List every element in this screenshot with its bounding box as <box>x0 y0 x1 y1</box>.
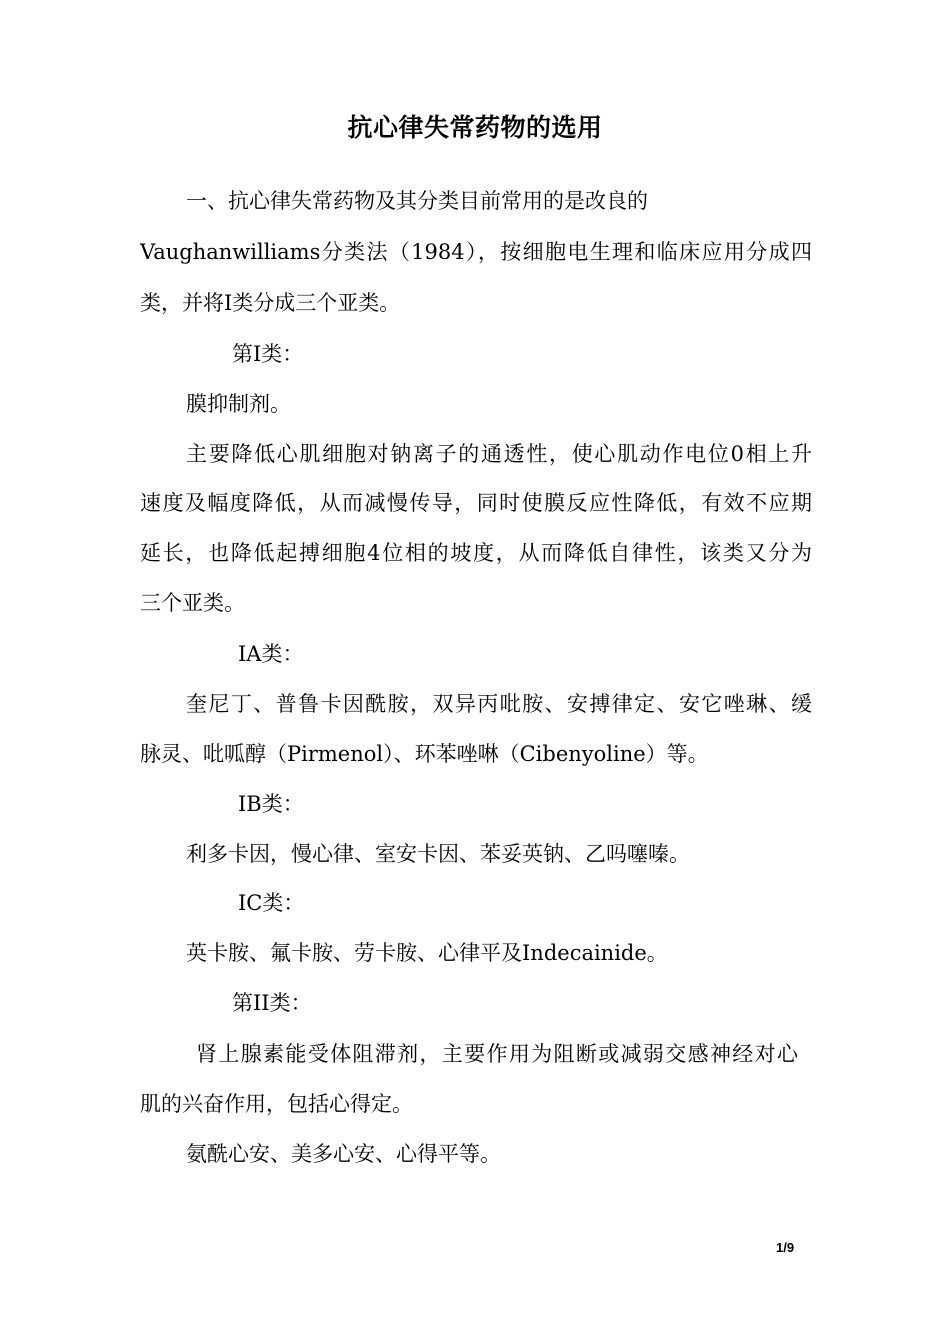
paragraph-line: 肾上腺素能受体阻滞剂，主要作用为阻断或减弱交感神经对心 <box>196 1042 798 1066</box>
section-heading: IC类： <box>238 891 305 915</box>
paragraph-line: 英卡胺、氟卡胺、劳卡胺、心律平及Indecainide。 <box>186 941 668 965</box>
section-heading: IA类： <box>238 642 304 666</box>
paragraph-line: 速度及幅度降低，从而减慢传导，同时使膜反应性降低，有效不应期 <box>140 491 812 515</box>
paragraph-line: 肌的兴奋作用，包括心得定。 <box>140 1092 413 1116</box>
paragraph-line: 氨酰心安、美多心安、心得平等。 <box>186 1142 501 1166</box>
paragraph-line: 膜抑制剂。 <box>186 392 291 416</box>
paragraph-line: 脉灵、吡呱醇（Pirmenol）、环苯唑啉（Cibenyoline）等。 <box>140 742 709 766</box>
page-title: 抗心律失常药物的选用 <box>347 113 603 142</box>
section-heading: IB类： <box>238 792 304 816</box>
paragraph-line: 主要降低心肌细胞对钠离子的通透性，使心肌动作电位0相上升 <box>186 442 812 466</box>
section-heading: 第II类： <box>232 991 312 1015</box>
paragraph-line: Vaughanwilliams分类法（1984），按细胞电生理和临床应用分成四 <box>140 240 812 264</box>
paragraph-line: 一、抗心律失常药物及其分类目前常用的是改良的 <box>186 189 648 213</box>
paragraph-line: 奎尼丁、普鲁卡因酰胺，双异丙吡胺、安搏律定、安它唑琳、缓 <box>186 692 812 716</box>
paragraph-line: 利多卡因，慢心律、室安卡因、苯妥英钠、乙吗噻嗪。 <box>186 842 690 866</box>
section-heading: 第I类： <box>232 342 304 366</box>
paragraph-line: 延长，也降低起搏细胞4位相的坡度，从而降低自律性，该类又分为 <box>140 541 812 565</box>
page-number: 1/9 <box>776 1240 795 1255</box>
paragraph-line: 三个亚类。 <box>140 591 245 615</box>
paragraph-line: 类，并将I类分成三个亚类。 <box>140 291 401 315</box>
